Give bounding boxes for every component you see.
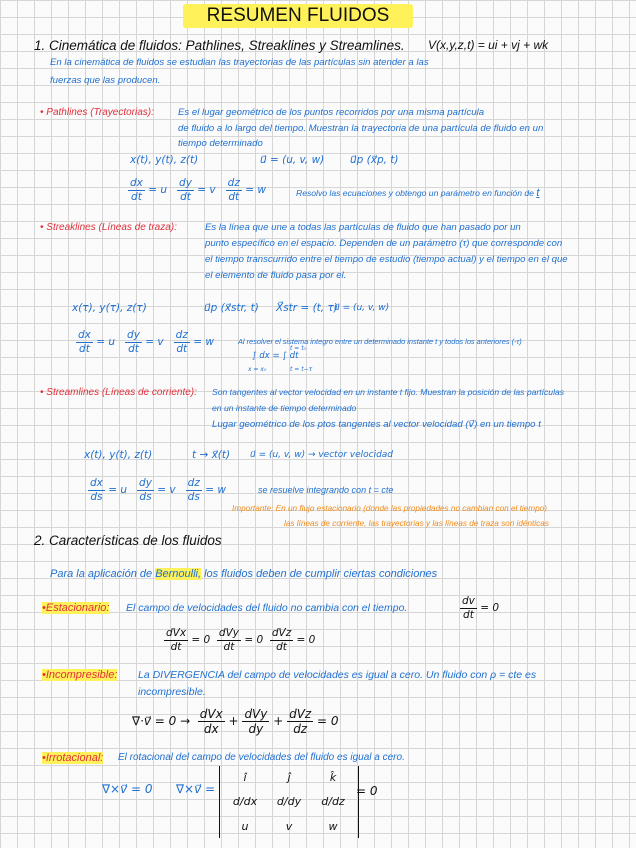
streamlines-position-eq: x(t), y(t), z(t) [84, 449, 153, 461]
velocity-field-formula: V(x,y,z,t) = ui + vj + wk [428, 38, 549, 52]
streaklines-integral: ∫ dx = ∫ dt [252, 351, 299, 361]
streamlines-text-2: en un instante de tiempo determinado [212, 403, 357, 413]
streaklines-particle-velocity-eq: u⃗p (x⃗str, t) [204, 302, 259, 314]
section-1-intro-line-1: En la cinemática de fluidos se estudian las trayectorias de las partículas sin atender a las [50, 57, 429, 68]
curl-result: = 0 [356, 784, 378, 798]
streaklines-text-4: el elemento de fluido pasa por el. [205, 270, 347, 281]
section-1-heading: 1. Cinemática de fluidos: Pathlines, Streaklines y Streamlines. [34, 38, 405, 53]
section-1-intro-line-2: fuerzas que las producen. [50, 75, 161, 86]
section-2-intro: Para la aplicación de Bernoulli, los fluidos deben de cumplir ciertas condiciones [50, 568, 438, 580]
pathlines-ode-system: $\frac{dx}{dt}$ = u $\frac{dy}{dt}$ = v $\frac{dz}{dt}$ = w [130, 177, 266, 203]
irrotational-text: El rotacional del campo de velocidades del fluido es igual a cero. [118, 752, 405, 763]
divergence-eq: ∇·v⃗ = 0 → $\frac{\text{dVx}}{dx}$ + $\frac{\text{dVy}}{dy}$ + $\frac{\text{dVz}}{dz}$ = 0 [132, 707, 339, 736]
incompressible-text-1: La DIVERGENCIA del campo de velocidades es igual a cero. Un fluido con ρ = cte es [138, 669, 537, 681]
incompressible-text-2: incompresible. [138, 686, 206, 698]
streaklines-integral-upper-t: t = t₀ [290, 345, 306, 352]
streaklines-text-2: punto específico en el espacio. Dependen de un parámetro (τ) que corresponde con [205, 238, 563, 249]
streaklines-text-3: el tiempo transcurrido entre el tiempo de estudio (tiempo actual) y el tiempo en el que [205, 254, 568, 265]
pathlines-position-eq: x(t), y(t), z(t) [130, 154, 199, 166]
streaklines-xstr-eq: X⃗str = (t, τ) [276, 302, 338, 314]
incompressible-label: •Incompresible: [42, 669, 118, 681]
streamlines-ode-system: $\frac{dx}{ds}$ = u $\frac{dy}{ds}$ = v $\frac{dz}{ds}$ = w [90, 477, 226, 503]
streamlines-note: se resuelve integrando con t = cte [258, 485, 394, 495]
curl-eq-label: ∇×v⃗ = [176, 782, 216, 796]
pathlines-text-3: tiempo determinado [178, 138, 263, 149]
stationary-components-eq: $\frac{\text{dVx}}{dt}$ = 0 $\frac{\text{dVy}}{dt}$ = 0 $\frac{\text{dVz}}{dt}$ = 0 [166, 627, 316, 653]
streamlines-text-3: Lugar geométrico de los ptos tangentes al vector velocidad (v⃗) en un tiempo t [212, 419, 541, 430]
streamlines-time-eq: t → x⃗(t) [192, 449, 231, 461]
streaklines-text-1: Es la línea que une a todas las partículas de fluido que han pasado por un [205, 222, 521, 233]
streamlines-text-1: Son tangentes al vector velocidad en un instante t fijo. Muestran la posición de las partículas [212, 387, 565, 397]
streaklines-position-eq: x(τ), y(τ), z(τ) [72, 302, 147, 314]
section-2-heading: 2. Características de los fluidos [34, 533, 222, 548]
stationary-text: El campo de velocidades del fluido no cambia con el tiempo. [126, 602, 408, 614]
pathlines-label: • Pathlines (Trayectorias): [40, 107, 154, 118]
streamlines-label: • Streamlines (Líneas de corriente): [40, 387, 197, 398]
pathlines-particle-velocity-eq: u⃗p (x⃗p, t) [350, 154, 399, 166]
stationary-dv-dt-eq: $\frac{dv}{dt}$ = 0 [462, 595, 500, 621]
page-title: RESUMEN FLUIDOS [183, 4, 413, 28]
pathlines-note: Resolvo las ecuaciones y obtengo un parámetro en función de t [296, 187, 540, 199]
pathlines-text-1: Es el lugar geométrico de los puntos recorridos por una misma partícula [178, 107, 485, 118]
streaklines-integral-lower-t: t = t−τ [290, 366, 313, 373]
irrotational-label: •Irrotacional: [42, 752, 104, 764]
important-note-2: las líneas de corriente, las trayectorias y las líneas de traza son idénticas [284, 519, 549, 528]
curl-zero-eq: ∇×v⃗ = 0 [102, 782, 153, 796]
streaklines-velocity-eq: u⃗ = (u, v, w) [334, 303, 390, 313]
streaklines-label: • Streaklines (Líneas de traza): [40, 222, 177, 233]
streaklines-ode-system: $\frac{dx}{dt}$ = u $\frac{dy}{dt}$ = v $\frac{dz}{dt}$ = w [78, 329, 214, 355]
curl-determinant: î ĵ k̂ d/dx d/dy d/dz u v w [216, 766, 362, 841]
pathlines-text-2: de fluido a lo largo del tiempo. Muestran la trayectoria de una partícula de fluido en un [178, 123, 544, 134]
stationary-label: •Estacionario: [42, 602, 110, 614]
streaklines-integral-lower-x: x = x₀ [248, 366, 267, 373]
streaklines-note: Al resolver el sistema integro entre un determinado instante t y todos los anteriores (-τ) [238, 337, 522, 346]
streamlines-velocity-eq: u⃗ = (u, v, w) → vector velocidad [250, 450, 394, 460]
pathlines-velocity-eq: u⃗ = (u, v, w) [260, 154, 325, 166]
important-note-1: Importante: En un flujo estacionario (donde las propiedades no cambian con el tiempo) [232, 504, 547, 513]
